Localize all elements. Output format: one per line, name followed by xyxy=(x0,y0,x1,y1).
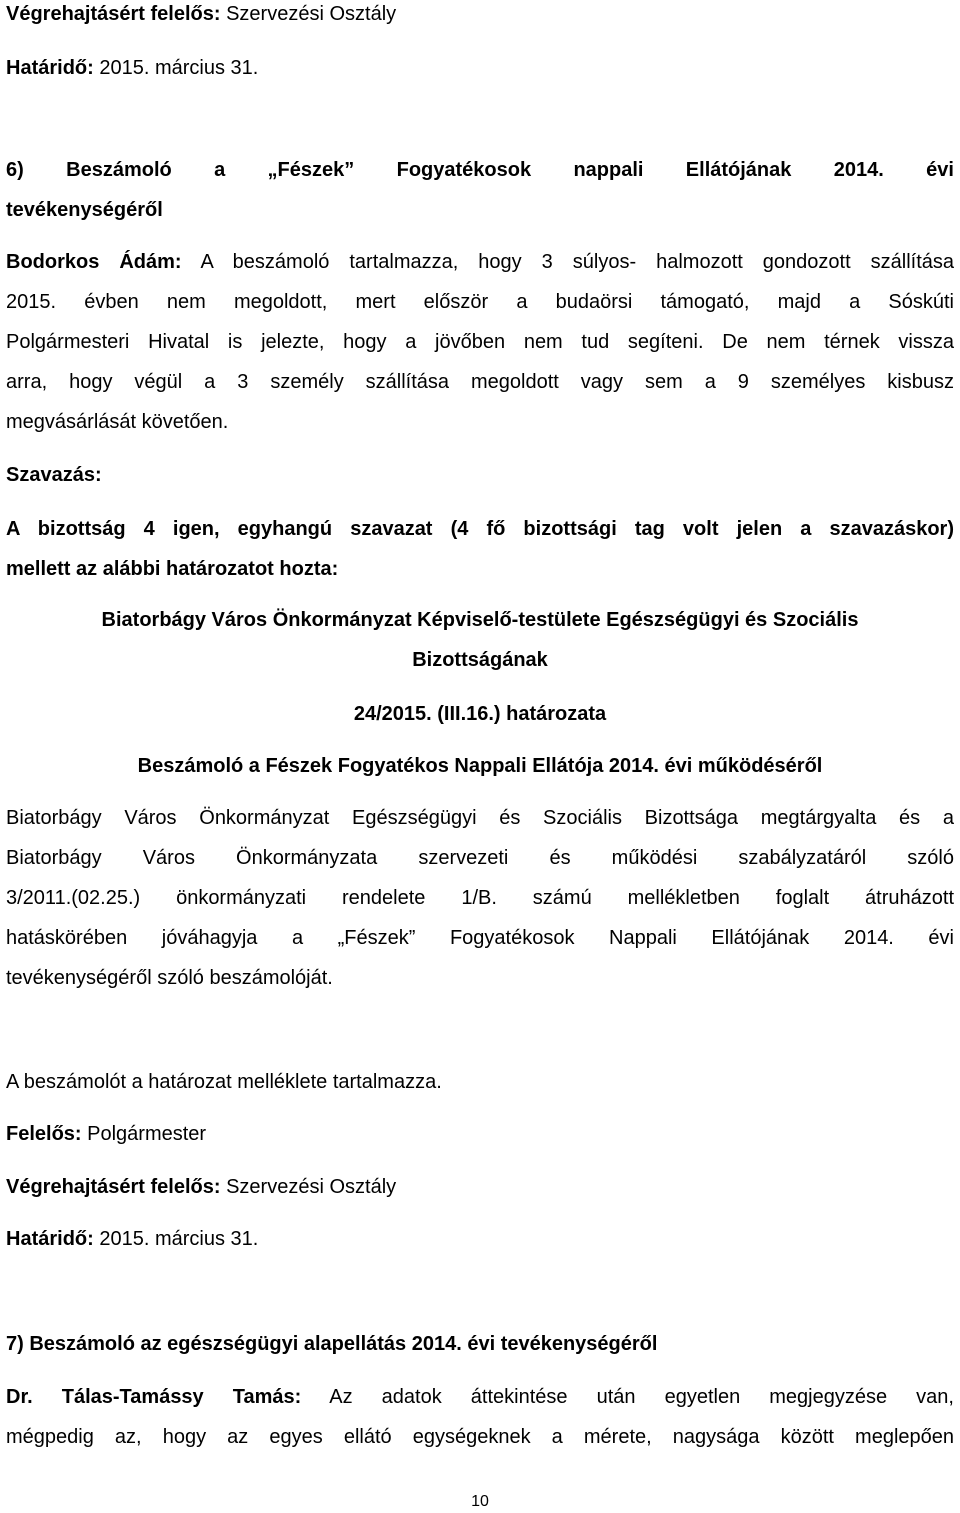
speaker-name: Bodorkos Ádám: xyxy=(6,251,182,273)
responsible-exec-label: Végrehajtásért felelős: xyxy=(6,1176,221,1198)
responsible-exec-value: Szervezési Osztály xyxy=(220,3,397,25)
responsible-exec-line xyxy=(6,1175,954,1199)
speaker-name: Dr. Tálas-Tamássy Tamás: xyxy=(6,1386,302,1408)
section-6-title-word: a xyxy=(214,159,226,181)
page-number: 10 xyxy=(471,1493,489,1510)
resolution-body-line-1: Biatorbágy Város Önkormányzat Képviselő-testülete Egészségügyi és Szociális xyxy=(101,609,859,631)
section-7-title: 7) Beszámoló az egészségügyi alapellátás 2014. évi tevékenységéről xyxy=(6,1333,658,1355)
section-6-title-word: nappali xyxy=(573,159,644,181)
responsible-exec-label: Végrehajtásért felelős: xyxy=(6,3,221,25)
resolution-text-line-5: tevékenységéről szóló beszámolóját. xyxy=(6,967,333,989)
vote-line-1: A bizottság 4 igen, egyhangú szavazat (4 fő bizottsági tag volt jelen a szavazáskor) xyxy=(6,518,954,540)
resolution-text-line-3: 3/2011.(02.25.) önkormányzati rendelete 1/B. számú mellékletben foglalt átruházott xyxy=(6,887,954,909)
resolution-title: Beszámoló a Fészek Fogyatékos Nappali Ellátója 2014. évi működéséről xyxy=(137,755,823,777)
section-6-title-word: évi xyxy=(926,159,954,181)
section-7-speech-line-2: mégpedig az, hogy az egyes ellátó egységeknek a mérete, nagysága között meglepően xyxy=(6,1426,954,1448)
responsible-exec-line xyxy=(6,2,954,26)
vote-label: Szavazás: xyxy=(6,464,102,486)
deadline-label: Határidő: xyxy=(6,1228,94,1250)
speech-line-3: Polgármesteri Hivatal is jelezte, hogy a jövőben nem tud segíteni. De nem térnek vissza xyxy=(6,331,954,353)
resolution-text-line-2: Biatorbágy Város Önkormányzata szervezeti és működési szabályzatáról szóló xyxy=(6,847,954,869)
resolution-text-line-1: Biatorbágy Város Önkormányzat Egészségügyi és Szociális Bizottsága megtárgyalta és a xyxy=(6,807,954,829)
responsible-line xyxy=(6,1122,954,1146)
resolution-text-line-4: hatáskörében jóváhagyja a „Fészek” Fogyatékosok Nappali Ellátójának 2014. évi xyxy=(6,927,954,949)
section-6-title-word: Ellátójának xyxy=(685,159,792,181)
vote-line-2: mellett az alábbi határozatot hozta: xyxy=(6,558,339,580)
section-6-title-word: Beszámoló xyxy=(66,159,172,181)
deadline-value: 2015. március 31. xyxy=(93,1228,259,1250)
section-6-title-word: Fogyatékosok xyxy=(396,159,532,181)
speech-line-4: arra, hogy végül a 3 személy szállítása megoldott vagy sem a 9 személyes kisbusz xyxy=(6,371,954,393)
speech-line-2: 2015. évben nem megoldott, mert először a budaörsi támogató, majd a Sóskúti xyxy=(6,291,954,313)
responsible-label: Felelős: xyxy=(6,1123,82,1145)
resolution-number: 24/2015. (III.16.) határozata xyxy=(353,703,607,725)
speech-line-5: megvásárlását követően. xyxy=(6,411,229,433)
section-6-title-word: „Fészek” xyxy=(267,159,355,181)
section-6-title-line-2: tevékenységéről xyxy=(6,199,163,221)
speech-line-1: Bodorkos Ádám: A beszámoló tartalmazza, hogy 3 súlyos- halmozott gondozott szállítása xyxy=(6,251,955,273)
deadline-line xyxy=(6,1227,954,1251)
deadline-line xyxy=(6,56,954,80)
responsible-exec-value: Szervezési Osztály xyxy=(220,1176,397,1198)
section-6-title-word: 2014. xyxy=(833,159,884,181)
resolution-body-line-2: Bizottságának xyxy=(412,649,548,671)
section-6-title-word: 6) xyxy=(6,159,24,181)
section-7-speech-line-1: Dr. Tálas-Tamássy Tamás: Az adatok áttekintése után egyetlen megjegyzése van, xyxy=(6,1386,954,1408)
responsible-value: Polgármester xyxy=(81,1123,207,1145)
deadline-value: 2015. március 31. xyxy=(93,57,259,79)
deadline-label: Határidő: xyxy=(6,57,94,79)
annex-note: A beszámolót a határozat melléklete tartalmazza. xyxy=(6,1071,442,1093)
section-6-title-line-1 xyxy=(6,158,954,182)
